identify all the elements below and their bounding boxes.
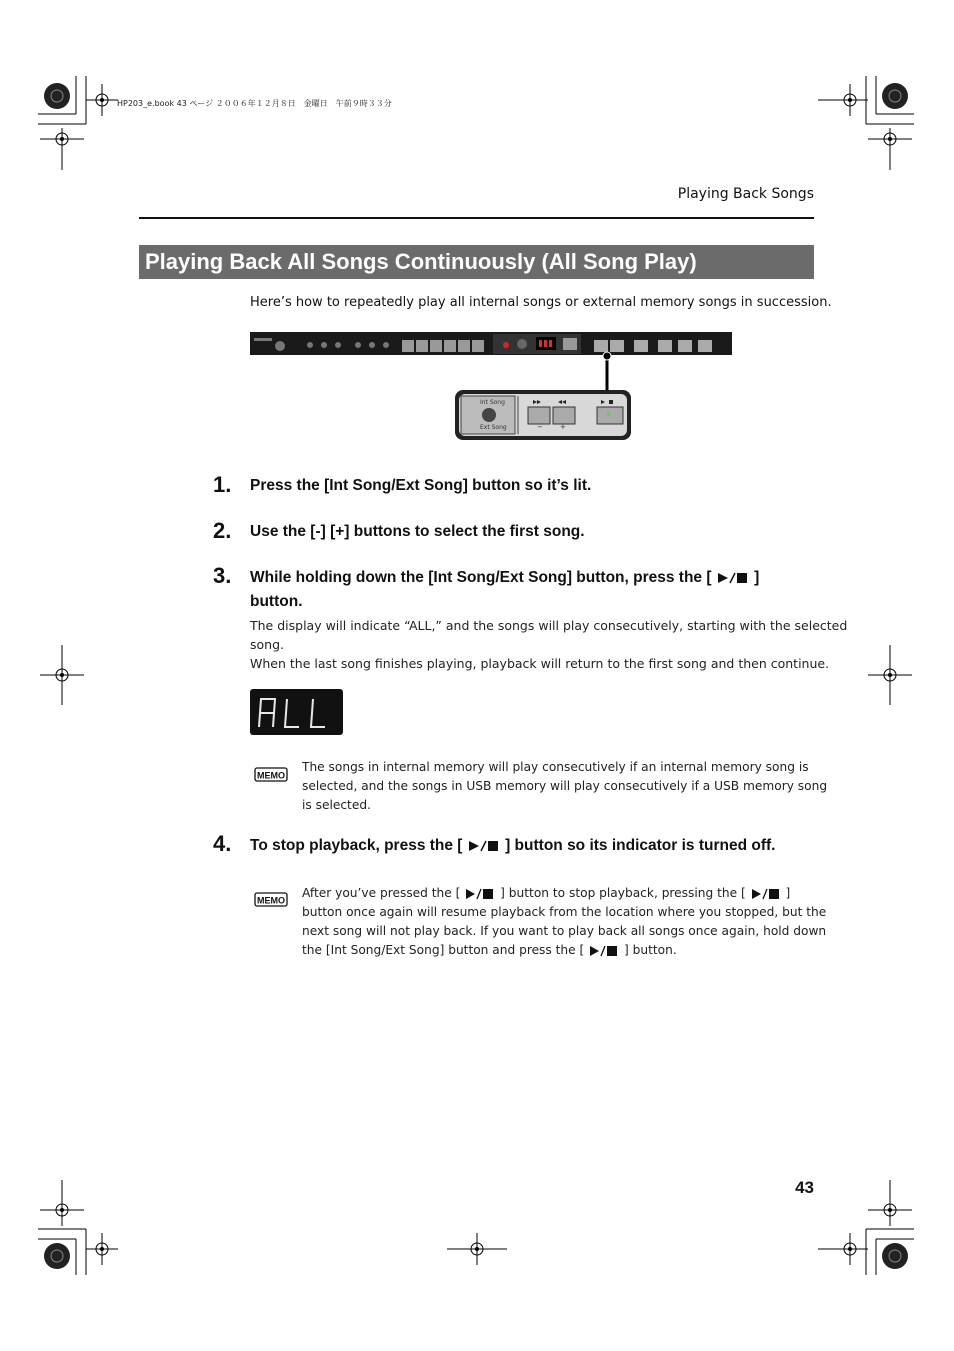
step-3-number: 3. <box>213 563 232 588</box>
step-3-text-after: ] <box>754 569 760 586</box>
step-1-text: Press the [Int Song/Ext Song] button so it’s lit. <box>250 477 592 494</box>
lcd-display <box>250 689 343 735</box>
step-3-body-line1: The display will indicate “ALL,” and the songs will play consecutively, starting with the selected <box>250 618 848 633</box>
step-4-text <box>250 834 775 858</box>
memo-2 <box>302 884 826 960</box>
memo-icon <box>254 765 290 785</box>
step-3-body <box>250 616 847 673</box>
running-head: Playing Back Songs <box>677 186 814 202</box>
panel-label-minus: − <box>537 423 543 431</box>
memo-2-line1-a: After you’ve pressed the [ <box>302 886 461 900</box>
lcd-segments <box>250 689 343 735</box>
memo-2-line4-a: the [Int Song/Ext Song] button and press the [ <box>302 943 585 957</box>
header-rule <box>139 217 814 219</box>
step-2-number: 2. <box>213 518 232 543</box>
panel-label-int-song: Int Song <box>480 399 505 406</box>
play-stop-icon <box>467 839 501 853</box>
memo-2-line2: button once again will resume playback from the location where you stopped, but the <box>302 905 827 919</box>
page-number: 43 <box>795 1178 814 1197</box>
memo-2-line1-c: ] <box>785 886 791 900</box>
memo-icon <box>254 890 290 910</box>
memo-2-line4-b: ] button. <box>624 943 677 957</box>
step-3-text-before: While holding down the [Int Song/Ext Song] button, press the [ <box>250 569 712 586</box>
file-header: HP203_e.book 43 ページ ２００６年１２月８日 金曜日 午前９時３３分 <box>117 99 392 108</box>
intro-text: Here’s how to repeatedly play all internal songs or external memory songs in succession. <box>250 295 832 310</box>
play-stop-icon <box>716 571 750 585</box>
memo-2-line4 <box>302 941 826 960</box>
memo-icon-label: MEMO <box>257 770 285 781</box>
step-3-text-line2: button. <box>250 593 303 610</box>
step-3-body-line2: song. <box>250 637 284 652</box>
memo-2-line1-b: ] button to stop playback, pressing the [ <box>500 886 746 900</box>
play-stop-icon <box>588 945 620 957</box>
memo-2-line1 <box>302 884 826 903</box>
step-2-text: Use the [-] [+] buttons to select the first song. <box>250 523 585 540</box>
memo-1-line1: The songs in internal memory will play consecutively if an internal memory song is <box>302 760 809 774</box>
step-3-text <box>250 566 759 590</box>
memo-2-line3: next song will not play back. If you want to play back all songs once again, hold down <box>302 924 827 938</box>
play-stop-icon <box>464 888 496 900</box>
section-title: Playing Back All Songs Continuously (All Song Play) <box>139 245 814 279</box>
step-4-number: 4. <box>213 831 232 856</box>
step-4-text-before: To stop playback, press the [ <box>250 837 463 854</box>
panel-label-plus: + <box>560 423 566 431</box>
step-4-text-after: ] button so its indicator is turned off. <box>505 837 776 854</box>
lcd-display-text <box>250 689 251 690</box>
memo-icon-label: MEMO <box>257 895 285 906</box>
play-stop-icon <box>750 888 782 900</box>
step-1-number: 1. <box>213 472 232 497</box>
panel-label-ext-song: Ext Song <box>480 424 507 431</box>
memo-1 <box>302 758 827 815</box>
step-3-body-line3: When the last song finishes playing, playback will return to the first song and then continue. <box>250 656 830 671</box>
memo-1-line3: is selected. <box>302 798 371 812</box>
memo-1-line2: selected, and the songs in USB memory will play consecutively if a USB memory song <box>302 779 828 793</box>
